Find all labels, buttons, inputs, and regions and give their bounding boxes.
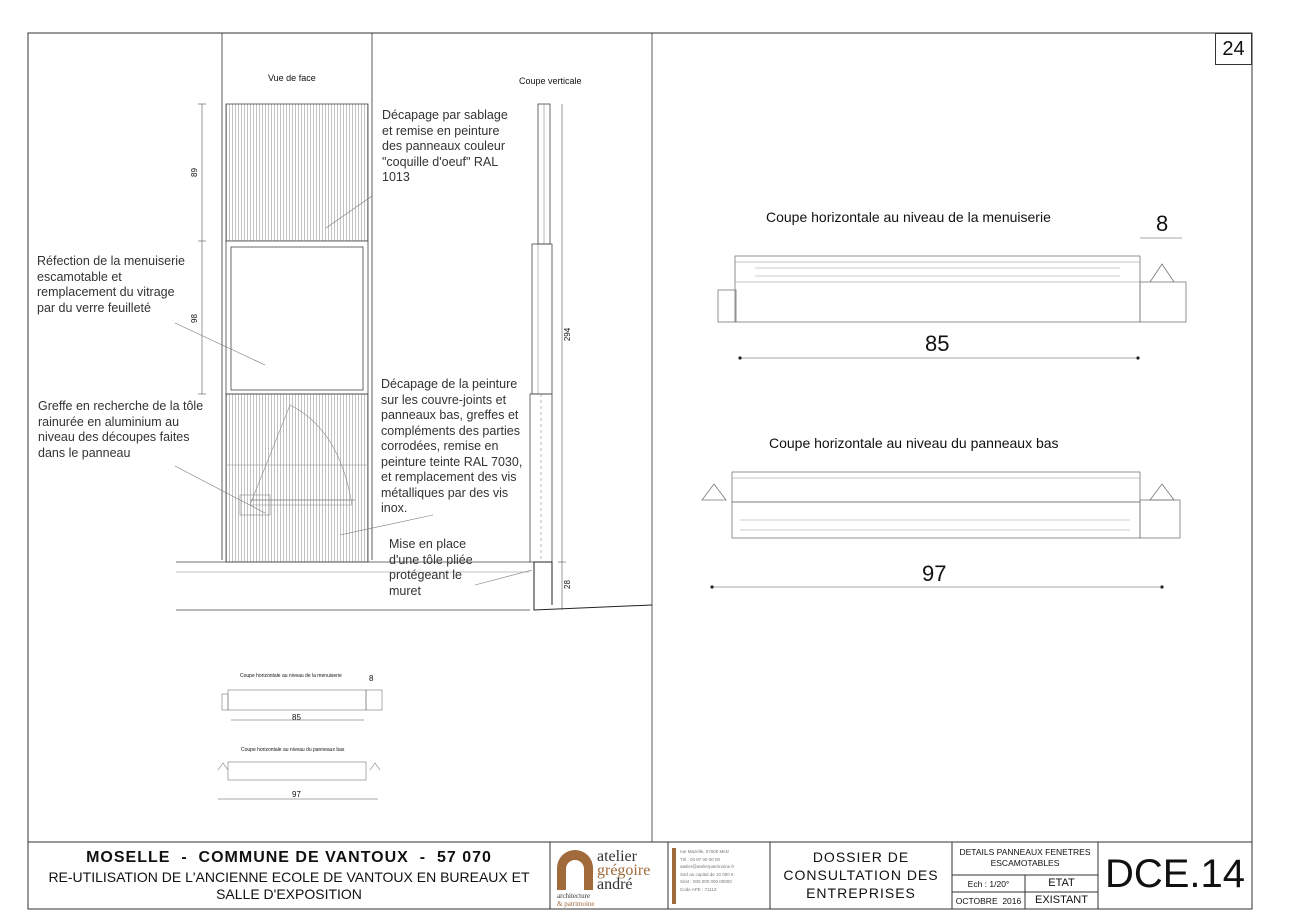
project-title-line2: RE-UTILISATION DE L'ANCIENNE ECOLE DE VANTOUX EN BUREAUX ET [48, 869, 530, 885]
large-panel-dim: 97 [922, 561, 947, 586]
contact-line: atelier@atelierpatrimoine.fr [680, 864, 735, 869]
contact-line: Siret : 000 000 000 00000 [680, 879, 732, 884]
vertical-section-dim-height: 294 [563, 327, 573, 342]
vertical-section-drawing [530, 104, 652, 610]
small-panel-title: Coupe horizontale au niveau du panneaux bas [241, 747, 345, 753]
annotation-joinery: Réfection de la menuiserie escamotable et remplacement du vitrage par du verre feuilleté [37, 254, 185, 315]
page-number: 24 [1222, 38, 1245, 60]
small-panel-dim: 97 [292, 790, 301, 799]
scale-value: Ech : 1/20° [967, 879, 1010, 889]
front-view-dim-upper: 89 [189, 168, 199, 177]
dossier-line2: CONSULTATION DES [783, 867, 939, 883]
state-line1: ETAT [1048, 877, 1075, 889]
logo-tagline-line1: architecture [557, 892, 591, 900]
vertical-section-dim-base: 28 [562, 580, 572, 589]
front-view-dim-lower: 98 [189, 314, 199, 323]
small-joinery-dim: 85 [292, 713, 301, 722]
contact-line: Sarl au capital de 10 000 € [680, 871, 734, 877]
large-joinery-title: Coupe horizontale au niveau de la menuiserie [766, 209, 1051, 225]
vertical-section-title: Coupe verticale [519, 76, 582, 86]
annotation-graft: Greffe en recherche de la tôle rainurée en aluminium au niveau des découpes faites dans le panneau [38, 399, 204, 460]
date-value: OCTOBRE 2016 [955, 896, 1022, 906]
project-title-line3: SALLE D'EXPOSITION [216, 886, 362, 902]
front-view-title: Vue de face [268, 73, 316, 83]
large-joinery-dim: 85 [925, 331, 950, 356]
logo-arch-mark [557, 850, 593, 890]
small-joinery-section [222, 690, 382, 720]
contact-line: Code APE : 7111Z [680, 886, 717, 892]
small-joinery-title: Coupe horizontale au niveau de la menuiserie [240, 673, 342, 679]
annotation-sheet: Mise en place d'une tôle pliée protégeant le muret [389, 537, 473, 598]
contact-line: Tél : 03 87 00 00 00 [680, 856, 721, 862]
large-joinery-dim-small: 8 [1156, 211, 1169, 236]
logo-word-andre: andré [597, 876, 633, 893]
sheet-frame [28, 33, 1252, 909]
annotation-stripping: Décapage de la peinture sur les couvre-joints et panneaux bas, greffes et compléments des parties corrodées, remise en peinture teinte RAL 7030, et remplacement des vis métalliques par des vis inox. [381, 377, 523, 515]
project-title-line1: MOSELLE - COMMUNE DE VANTOUX - 57 070 [86, 849, 492, 866]
large-panel-title: Coupe horizontale au niveau du panneaux bas [769, 435, 1059, 451]
state-line2: EXISTANT [1035, 894, 1088, 906]
drawing-code: DCE.14 [1104, 852, 1246, 896]
dossier-line3: ENTREPRISES [806, 885, 916, 901]
firm-contact [672, 848, 776, 904]
page-number-box [1215, 33, 1252, 65]
dossier-line1: DOSSIER DE [812, 849, 910, 865]
front-view-dimension-line [198, 104, 206, 394]
logo-word-atelier: atelier [597, 848, 637, 865]
contact-line: rue Mazelle, 57000 Metz [680, 849, 730, 854]
annotation-sanding: Décapage par sablage et remise en peinture des panneaux couleur "coquille d'oeuf" RAL 1013 [382, 108, 508, 184]
small-joinery-dim-small: 8 [369, 674, 374, 683]
logo-tagline-line2: & patrimoine [557, 900, 595, 908]
logo-word-gregoire: grégoire [597, 862, 651, 879]
firm-logo [555, 846, 665, 906]
detail-title-line2: ESCAMOTABLES [990, 858, 1060, 868]
large-joinery-section [718, 238, 1186, 360]
detail-title-line1: DETAILS PANNEAUX FENETRES [959, 847, 1091, 857]
